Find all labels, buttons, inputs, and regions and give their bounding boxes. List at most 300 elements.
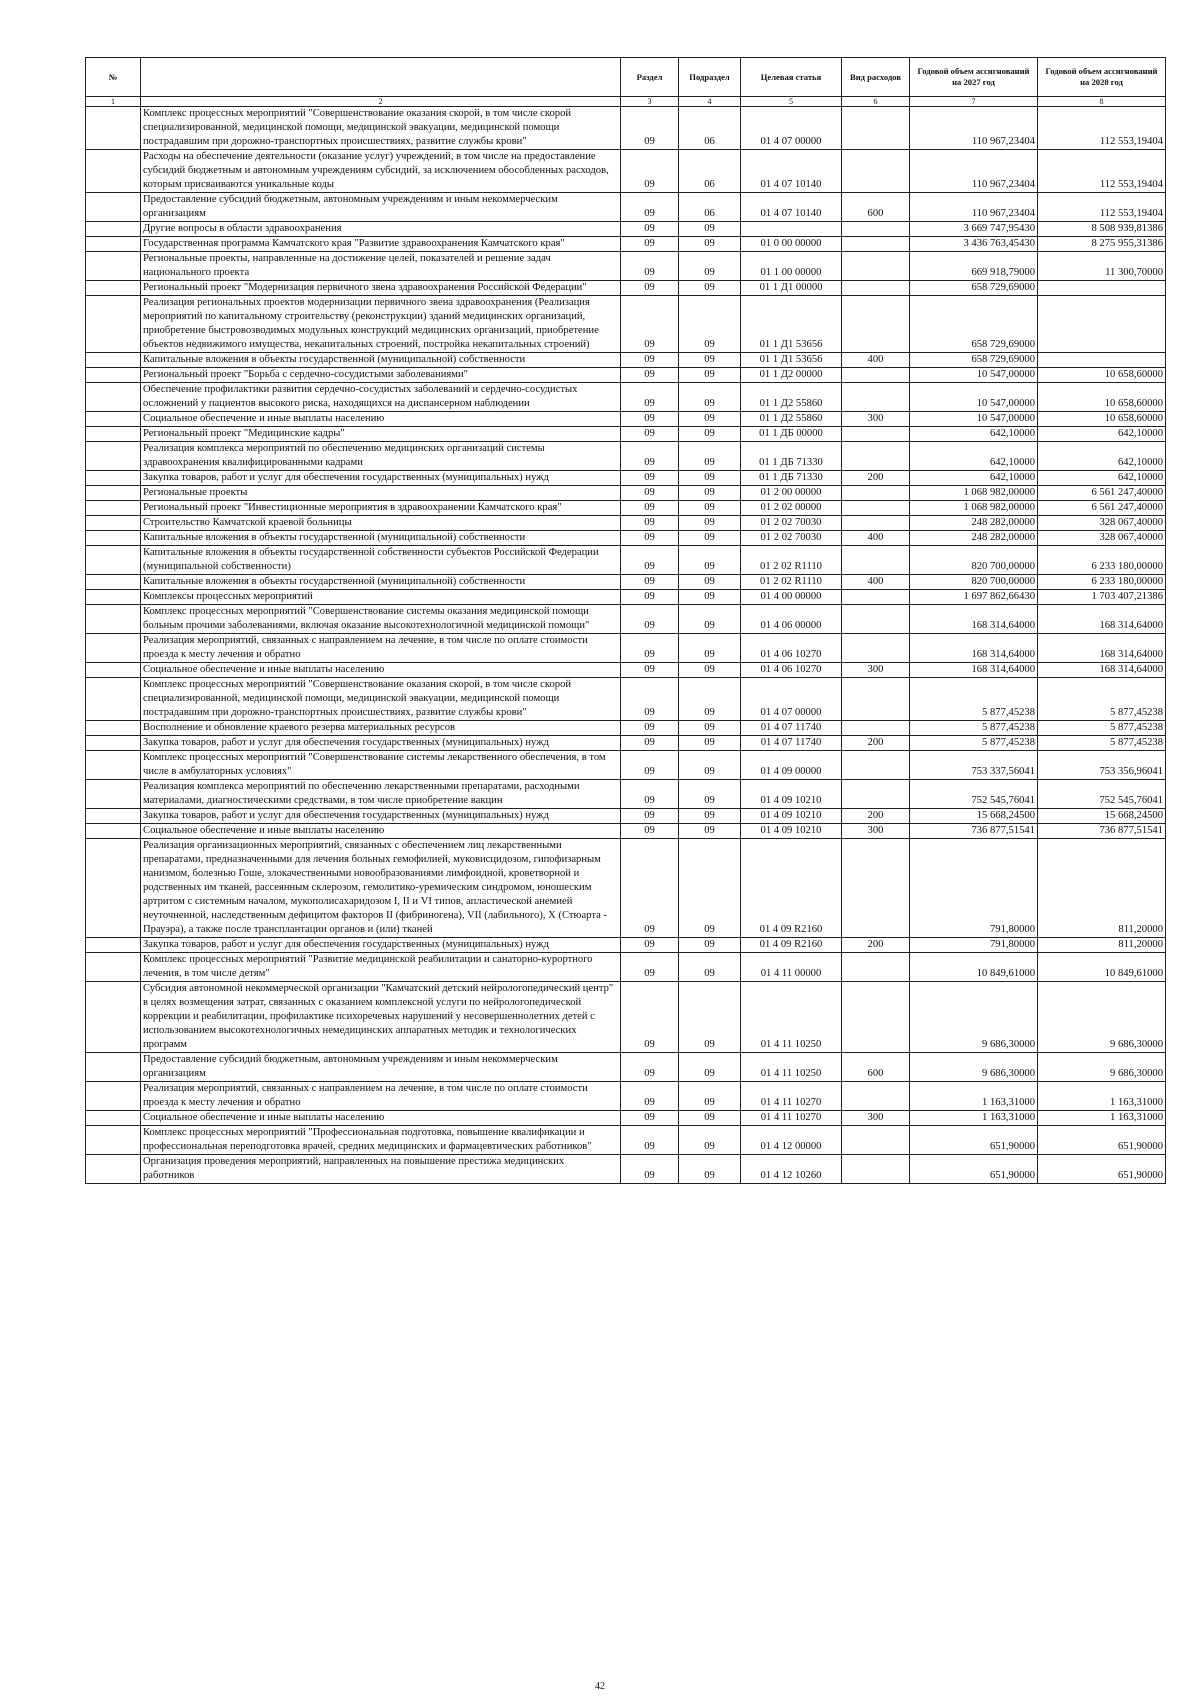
row-subsection: 09: [679, 501, 741, 516]
row-name: Комплекс процессных мероприятий "Совершенствование оказания скорой, в том числе скорой специализированной, медицинской помощи, медицинской эвакуации, медицинской помощи пострадавшим при дорожно-транспортных происшествиях, развитие службы крови": [141, 678, 621, 721]
row-section: 09: [621, 486, 679, 501]
row-name: Предоставление субсидий бюджетным, автономным учреждениям и иным некоммерческим организациям: [141, 193, 621, 222]
row-expense-type: [842, 368, 910, 383]
row-amount-2028: 736 877,51541: [1038, 824, 1166, 839]
row-section: 09: [621, 296, 679, 353]
row-amount-2027: 1 068 982,00000: [910, 486, 1038, 501]
row-amount-2028: 6 233 180,00000: [1038, 546, 1166, 575]
row-expense-type: 300: [842, 824, 910, 839]
row-target-article: 01 2 02 70030: [741, 516, 842, 531]
row-section: 09: [621, 546, 679, 575]
table-row: [86, 634, 1166, 663]
row-name: Социальное обеспечение и иные выплаты населению: [141, 412, 621, 427]
row-subsection: 09: [679, 605, 741, 634]
row-amount-2027: 10 547,00000: [910, 412, 1038, 427]
row-amount-2027: 658 729,69000: [910, 353, 1038, 368]
row-subsection: 09: [679, 353, 741, 368]
row-name: Закупка товаров, работ и услуг для обеспечения государственных (муниципальных) нужд: [141, 736, 621, 751]
row-section: 09: [621, 590, 679, 605]
row-amount-2027: 658 729,69000: [910, 296, 1038, 353]
row-target-article: 01 4 11 10270: [741, 1111, 842, 1126]
row-amount-2027: 168 314,64000: [910, 663, 1038, 678]
row-expense-type: 300: [842, 663, 910, 678]
row-section: 09: [621, 1155, 679, 1184]
row-target-article: 01 4 06 00000: [741, 605, 842, 634]
table-row: [86, 809, 1166, 824]
row-name: Капитальные вложения в объекты государственной (муниципальной) собственности: [141, 575, 621, 590]
row-section: 09: [621, 222, 679, 237]
row-number: [86, 222, 141, 237]
row-amount-2027: 9 686,30000: [910, 982, 1038, 1053]
row-amount-2028: 642,10000: [1038, 442, 1166, 471]
row-amount-2028: 642,10000: [1038, 471, 1166, 486]
row-amount-2027: 791,80000: [910, 938, 1038, 953]
row-number: [86, 1053, 141, 1082]
row-amount-2028: 15 668,24500: [1038, 809, 1166, 824]
row-subsection: 09: [679, 634, 741, 663]
row-expense-type: [842, 780, 910, 809]
row-subsection: 09: [679, 471, 741, 486]
row-subsection: 09: [679, 839, 741, 938]
row-expense-type: [842, 107, 910, 150]
column-number: 4: [679, 97, 741, 107]
row-name: Комплекс процессных мероприятий "Совершенствование оказания скорой, в том числе скорой специализированной, медицинской помощи, медицинской эвакуации, медицинской помощи пострадавшим при дорожно-транспортных происшествиях, развитие службы крови": [141, 107, 621, 150]
row-number: [86, 516, 141, 531]
table-row: [86, 222, 1166, 237]
row-amount-2028: 651,90000: [1038, 1126, 1166, 1155]
row-expense-type: 400: [842, 575, 910, 590]
row-amount-2027: 3 669 747,95430: [910, 222, 1038, 237]
row-section: 09: [621, 1053, 679, 1082]
row-number: [86, 150, 141, 193]
row-section: 09: [621, 1082, 679, 1111]
row-name: Организация проведения мероприятий, направленных на повышение престижа медицинских работников: [141, 1155, 621, 1184]
row-number: [86, 486, 141, 501]
row-target-article: 01 4 07 10140: [741, 193, 842, 222]
row-target-article: 01 4 06 10270: [741, 634, 842, 663]
row-section: 09: [621, 107, 679, 150]
row-amount-2027: 651,90000: [910, 1155, 1038, 1184]
row-section: 09: [621, 938, 679, 953]
row-target-article: 01 4 09 R2160: [741, 938, 842, 953]
row-number: [86, 281, 141, 296]
row-number: [86, 412, 141, 427]
row-target-article: 01 4 09 10210: [741, 809, 842, 824]
table-body: [86, 107, 1166, 1184]
row-subsection: 09: [679, 736, 741, 751]
row-amount-2028: [1038, 296, 1166, 353]
row-number: [86, 442, 141, 471]
table-row: [86, 237, 1166, 252]
table-row: [86, 150, 1166, 193]
row-target-article: 01 4 11 10270: [741, 1082, 842, 1111]
table-row: [86, 281, 1166, 296]
row-name: Региональный проект "Медицинские кадры": [141, 427, 621, 442]
row-subsection: 09: [679, 222, 741, 237]
row-target-article: 01 4 07 00000: [741, 107, 842, 150]
row-name: Региональные проекты, направленные на достижение целей, показателей и решение задач национального проекта: [141, 252, 621, 281]
row-amount-2027: 248 282,00000: [910, 516, 1038, 531]
row-name: Социальное обеспечение и иные выплаты населению: [141, 1111, 621, 1126]
row-target-article: 01 1 Д2 55860: [741, 383, 842, 412]
row-target-article: 01 2 02 R1110: [741, 575, 842, 590]
row-target-article: 01 1 Д2 55860: [741, 412, 842, 427]
row-section: 09: [621, 531, 679, 546]
row-amount-2027: 820 700,00000: [910, 575, 1038, 590]
row-section: 09: [621, 678, 679, 721]
row-name: Государственная программа Камчатского края "Развитие здравоохранения Камчатского края": [141, 237, 621, 252]
row-target-article: 01 4 09 00000: [741, 751, 842, 780]
row-name: Закупка товаров, работ и услуг для обеспечения государственных (муниципальных) нужд: [141, 471, 621, 486]
row-subsection: 09: [679, 982, 741, 1053]
table-row: [86, 1111, 1166, 1126]
row-name: Реализация комплекса мероприятий по обеспечению лекарственными препаратами, расходными материалами, диагностическими средствами, в том числе приобретение вакцин: [141, 780, 621, 809]
row-amount-2028: 9 686,30000: [1038, 1053, 1166, 1082]
row-target-article: 01 1 Д2 00000: [741, 368, 842, 383]
row-expense-type: [842, 383, 910, 412]
row-amount-2027: 642,10000: [910, 471, 1038, 486]
table-row: [86, 824, 1166, 839]
row-name: Социальное обеспечение и иные выплаты населению: [141, 663, 621, 678]
row-subsection: 09: [679, 953, 741, 982]
row-amount-2028: 11 300,70000: [1038, 252, 1166, 281]
row-section: 09: [621, 809, 679, 824]
table-row: [86, 471, 1166, 486]
row-amount-2027: 736 877,51541: [910, 824, 1038, 839]
row-name: Комплексы процессных мероприятий: [141, 590, 621, 605]
row-expense-type: 200: [842, 471, 910, 486]
row-section: 09: [621, 839, 679, 938]
row-amount-2027: 110 967,23404: [910, 150, 1038, 193]
row-expense-type: [842, 486, 910, 501]
row-target-article: 01 1 Д1 53656: [741, 353, 842, 368]
row-amount-2028: 5 877,45238: [1038, 736, 1166, 751]
row-subsection: 09: [679, 575, 741, 590]
row-section: 09: [621, 281, 679, 296]
table-row: [86, 663, 1166, 678]
row-subsection: 06: [679, 150, 741, 193]
column-number: 6: [842, 97, 910, 107]
row-amount-2028: 8 275 955,31386: [1038, 237, 1166, 252]
column-number: 7: [910, 97, 1038, 107]
row-amount-2027: 651,90000: [910, 1126, 1038, 1155]
row-subsection: 09: [679, 590, 741, 605]
row-number: [86, 780, 141, 809]
row-amount-2027: 110 967,23404: [910, 107, 1038, 150]
row-target-article: 01 4 12 00000: [741, 1126, 842, 1155]
table-row: [86, 486, 1166, 501]
row-expense-type: [842, 442, 910, 471]
row-expense-type: [842, 296, 910, 353]
row-number: [86, 531, 141, 546]
row-number: [86, 501, 141, 516]
row-amount-2028: 753 356,96041: [1038, 751, 1166, 780]
row-amount-2028: 112 553,19404: [1038, 107, 1166, 150]
row-subsection: 09: [679, 1126, 741, 1155]
row-section: 09: [621, 442, 679, 471]
column-number-row: [86, 97, 1166, 107]
row-amount-2027: 5 877,45238: [910, 736, 1038, 751]
col-header-num: №: [86, 58, 141, 97]
row-subsection: 09: [679, 1155, 741, 1184]
row-amount-2028: 10 849,61000: [1038, 953, 1166, 982]
table-row: [86, 938, 1166, 953]
row-expense-type: [842, 237, 910, 252]
row-section: 09: [621, 605, 679, 634]
row-name: Реализация комплекса мероприятий по обеспечению медицинских организаций системы здравоохранения квалифицированными кадрами: [141, 442, 621, 471]
row-section: 09: [621, 353, 679, 368]
row-target-article: [741, 222, 842, 237]
row-expense-type: 600: [842, 193, 910, 222]
table-row: [86, 383, 1166, 412]
table-row: [86, 982, 1166, 1053]
table-row: [86, 501, 1166, 516]
row-subsection: 09: [679, 809, 741, 824]
row-number: [86, 471, 141, 486]
row-target-article: 01 2 02 R1110: [741, 546, 842, 575]
row-amount-2028: 328 067,40000: [1038, 516, 1166, 531]
row-amount-2027: 820 700,00000: [910, 546, 1038, 575]
table-row: [86, 575, 1166, 590]
row-number: [86, 575, 141, 590]
row-subsection: 09: [679, 546, 741, 575]
table-row: [86, 721, 1166, 736]
row-amount-2028: 8 508 939,81386: [1038, 222, 1166, 237]
row-section: 09: [621, 516, 679, 531]
row-amount-2028: 5 877,45238: [1038, 678, 1166, 721]
table-row: [86, 193, 1166, 222]
table-row: [86, 296, 1166, 353]
row-expense-type: [842, 839, 910, 938]
row-subsection: 09: [679, 1082, 741, 1111]
row-subsection: 09: [679, 824, 741, 839]
row-number: [86, 953, 141, 982]
col-header-2028: Годовой объем ассигнований на 2028 год: [1038, 58, 1166, 97]
table-row: [86, 531, 1166, 546]
row-number: [86, 824, 141, 839]
table-row: [86, 839, 1166, 938]
row-amount-2027: 642,10000: [910, 442, 1038, 471]
row-target-article: 01 4 12 10260: [741, 1155, 842, 1184]
col-header-section: Раздел: [621, 58, 679, 97]
row-target-article: 01 1 ДБ 71330: [741, 471, 842, 486]
row-section: 09: [621, 751, 679, 780]
row-amount-2028: 168 314,64000: [1038, 663, 1166, 678]
column-number: 2: [141, 97, 621, 107]
row-expense-type: [842, 590, 910, 605]
row-expense-type: [842, 222, 910, 237]
row-amount-2028: 651,90000: [1038, 1155, 1166, 1184]
row-number: [86, 634, 141, 663]
row-name: Социальное обеспечение и иные выплаты населению: [141, 824, 621, 839]
row-expense-type: [842, 546, 910, 575]
budget-table: [85, 57, 1166, 1184]
row-expense-type: [842, 281, 910, 296]
table-row: [86, 678, 1166, 721]
row-amount-2028: 112 553,19404: [1038, 193, 1166, 222]
row-amount-2028: 168 314,64000: [1038, 634, 1166, 663]
row-section: 09: [621, 953, 679, 982]
table-row: [86, 751, 1166, 780]
row-expense-type: [842, 1082, 910, 1111]
row-name: Комплекс процессных мероприятий "Совершенствование системы оказания медицинской помощи больным прочими заболеваниями, включая оказание высокотехнологичной медицинской помощи": [141, 605, 621, 634]
row-amount-2028: 328 067,40000: [1038, 531, 1166, 546]
row-name: Комплекс процессных мероприятий "Профессиональная подготовка, повышение квалификации и профессиональная переподготовка врачей, средних медицинских и фармацевтических работников": [141, 1126, 621, 1155]
row-name: Строительство Камчатской краевой больницы: [141, 516, 621, 531]
row-number: [86, 1155, 141, 1184]
row-target-article: 01 4 06 10270: [741, 663, 842, 678]
row-amount-2028: 5 877,45238: [1038, 721, 1166, 736]
col-header-subsection: Подраздел: [679, 58, 741, 97]
row-amount-2027: 248 282,00000: [910, 531, 1038, 546]
column-number: 8: [1038, 97, 1166, 107]
row-section: 09: [621, 1111, 679, 1126]
col-header-2027: Годовой объем ассигнований на 2027 год: [910, 58, 1038, 97]
row-target-article: 01 2 02 70030: [741, 531, 842, 546]
row-subsection: 09: [679, 751, 741, 780]
row-number: [86, 938, 141, 953]
row-number: [86, 721, 141, 736]
row-amount-2028: 811,20000: [1038, 839, 1166, 938]
table-row: [86, 107, 1166, 150]
row-amount-2027: 15 668,24500: [910, 809, 1038, 824]
row-subsection: 09: [679, 412, 741, 427]
col-header-expense-type: Вид расходов: [842, 58, 910, 97]
row-amount-2028: [1038, 281, 1166, 296]
row-name: Капитальные вложения в объекты государственной (муниципальной) собственности: [141, 531, 621, 546]
row-subsection: 09: [679, 252, 741, 281]
row-name: Расходы на обеспечение деятельности (оказание услуг) учреждений, в том числе на предоставление субсидий бюджетным и автономным учреждениям субсидий, за исключением обособленных расходов, которым присваиваются уникальные коды: [141, 150, 621, 193]
table-row: [86, 546, 1166, 575]
row-amount-2027: 669 918,79000: [910, 252, 1038, 281]
row-amount-2028: 6 233 180,00000: [1038, 575, 1166, 590]
row-amount-2028: 9 686,30000: [1038, 982, 1166, 1053]
table-row: [86, 353, 1166, 368]
row-target-article: 01 4 11 00000: [741, 953, 842, 982]
row-subsection: 09: [679, 780, 741, 809]
row-target-article: 01 1 ДБ 00000: [741, 427, 842, 442]
row-target-article: 01 1 ДБ 71330: [741, 442, 842, 471]
row-section: 09: [621, 1126, 679, 1155]
table-row: [86, 252, 1166, 281]
row-number: [86, 383, 141, 412]
row-amount-2028: 811,20000: [1038, 938, 1166, 953]
row-amount-2028: 642,10000: [1038, 427, 1166, 442]
row-section: 09: [621, 150, 679, 193]
row-number: [86, 982, 141, 1053]
row-name: Региональные проекты: [141, 486, 621, 501]
row-subsection: 09: [679, 1111, 741, 1126]
row-section: 09: [621, 721, 679, 736]
row-name: Комплекс процессных мероприятий "Развитие медицинской реабилитации и санаторно-курортного лечения, в том числе детям": [141, 953, 621, 982]
row-subsection: 09: [679, 383, 741, 412]
row-section: 09: [621, 663, 679, 678]
row-subsection: 09: [679, 427, 741, 442]
row-target-article: 01 1 00 00000: [741, 252, 842, 281]
column-number: 1: [86, 97, 141, 107]
row-target-article: 01 0 00 00000: [741, 237, 842, 252]
row-subsection: 09: [679, 486, 741, 501]
row-expense-type: 400: [842, 353, 910, 368]
row-number: [86, 193, 141, 222]
row-amount-2027: 1 163,31000: [910, 1111, 1038, 1126]
row-name: Реализация мероприятий, связанных с направлением на лечение, в том числе по оплате стоимости проезда к месту лечения и обратно: [141, 634, 621, 663]
row-name: Субсидия автономной некоммерческой организации "Камчатский детский нейрологопедический центр" в целях возмещения затрат, связанных с оказанием комплексной услуги по нейрологопедической коррекции и реабилитации, профилактике психоречевых нарушений у несовершеннолетних детей с использованием высокотехнологичных немедицинских аппаратных методик и технологических программ: [141, 982, 621, 1053]
row-expense-type: 200: [842, 736, 910, 751]
row-subsection: 09: [679, 281, 741, 296]
table-row: [86, 736, 1166, 751]
row-number: [86, 1082, 141, 1111]
row-target-article: 01 4 00 00000: [741, 590, 842, 605]
row-number: [86, 663, 141, 678]
row-target-article: 01 4 07 00000: [741, 678, 842, 721]
row-amount-2027: 5 877,45238: [910, 678, 1038, 721]
table-row: [86, 605, 1166, 634]
row-number: [86, 809, 141, 824]
row-expense-type: [842, 721, 910, 736]
row-name: Другие вопросы в области здравоохранения: [141, 222, 621, 237]
row-amount-2028: 10 658,60000: [1038, 383, 1166, 412]
row-subsection: 09: [679, 721, 741, 736]
row-section: 09: [621, 982, 679, 1053]
row-section: 09: [621, 780, 679, 809]
table-row: [86, 516, 1166, 531]
row-expense-type: 300: [842, 1111, 910, 1126]
row-name: Региональный проект "Инвестиционные мероприятия в здравоохранении Камчатского края": [141, 501, 621, 516]
row-expense-type: 200: [842, 809, 910, 824]
row-amount-2028: 10 658,60000: [1038, 412, 1166, 427]
row-subsection: 09: [679, 663, 741, 678]
row-amount-2028: 112 553,19404: [1038, 150, 1166, 193]
row-expense-type: [842, 1126, 910, 1155]
row-expense-type: 300: [842, 412, 910, 427]
row-amount-2028: [1038, 353, 1166, 368]
row-amount-2027: 791,80000: [910, 839, 1038, 938]
row-target-article: 01 1 Д1 53656: [741, 296, 842, 353]
table-row: [86, 1082, 1166, 1111]
row-amount-2027: 642,10000: [910, 427, 1038, 442]
row-amount-2027: 1 697 862,66430: [910, 590, 1038, 605]
row-amount-2027: 3 436 763,45430: [910, 237, 1038, 252]
row-number: [86, 839, 141, 938]
row-expense-type: [842, 678, 910, 721]
row-target-article: 01 4 07 11740: [741, 736, 842, 751]
row-amount-2027: 168 314,64000: [910, 634, 1038, 663]
row-number: [86, 546, 141, 575]
row-number: [86, 368, 141, 383]
row-section: 09: [621, 412, 679, 427]
row-name: Реализация региональных проектов модернизации первичного звена здравоохранения (Реализация мероприятий по капитальному строительству (реконструкции) зданий медицинских организаций, приобретение быстровозводимых модульных конструкций медицинских организаций, приобретение объектов недвижимого имущества, некапитальных строений, постройка некапитальных строений): [141, 296, 621, 353]
row-expense-type: 200: [842, 938, 910, 953]
row-expense-type: 600: [842, 1053, 910, 1082]
row-amount-2028: 168 314,64000: [1038, 605, 1166, 634]
row-section: 09: [621, 471, 679, 486]
row-target-article: 01 2 00 00000: [741, 486, 842, 501]
row-target-article: 01 1 Д1 00000: [741, 281, 842, 296]
table-row: [86, 1155, 1166, 1184]
table-row: [86, 1053, 1166, 1082]
table-row: [86, 780, 1166, 809]
row-expense-type: 400: [842, 531, 910, 546]
row-expense-type: [842, 634, 910, 663]
row-name: Обеспечение профилактики развития сердечно-сосудистых заболеваний и сердечно-сосудистых осложнений у пациентов высокого риска, находящихся на диспансерном наблюдении: [141, 383, 621, 412]
row-subsection: 09: [679, 296, 741, 353]
row-number: [86, 353, 141, 368]
row-expense-type: [842, 150, 910, 193]
row-number: [86, 590, 141, 605]
row-number: [86, 736, 141, 751]
row-expense-type: [842, 252, 910, 281]
